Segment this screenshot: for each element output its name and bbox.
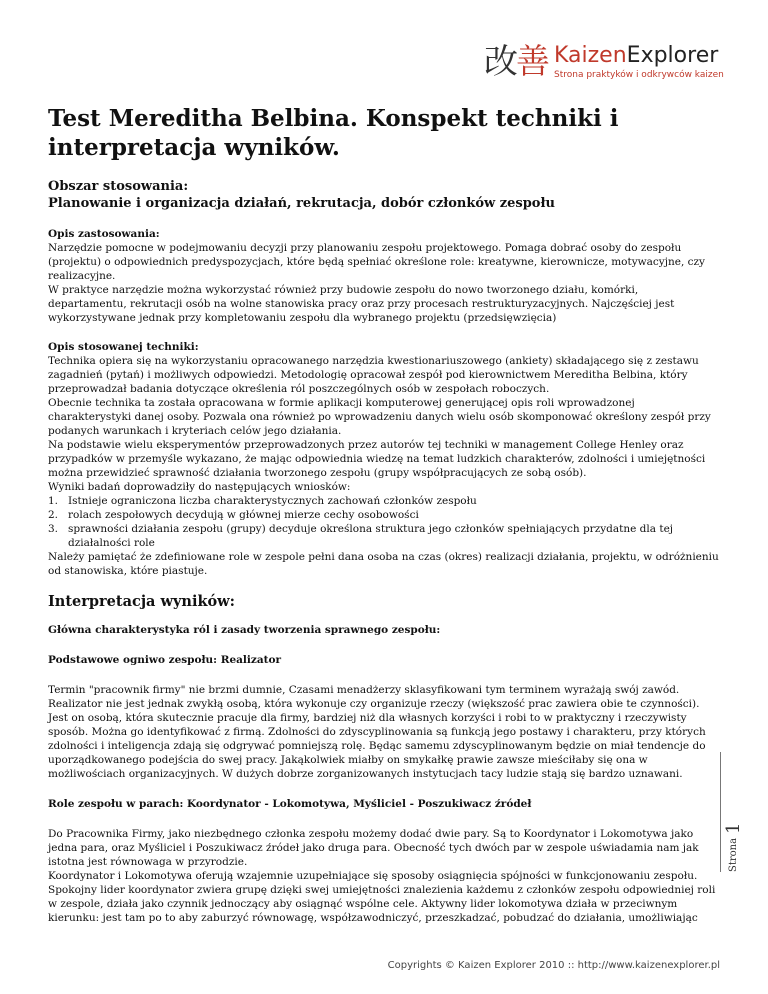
footer-copyright: Copyrights © Kaizen Explorer 2010 :: http://www.kaizenexplorer.pl <box>387 960 720 971</box>
logo-tagline: Strona praktyków i odkrywców kaizen <box>554 70 724 80</box>
interpretation-subheading: Główna charakterystyka ról i zasady tworzenia sprawnego zespołu: <box>48 624 441 636</box>
realizer-paragraph: Termin "pracownik firmy" nie brzmi dumnie, Czasami menadżerzy sklasyfikowani tym terminem wyrażają swój zawód. Realizator nie jest jednak zwykłą osobą, która wykonuje czy organizuje rzeczy (większość prac zawiera obie te czynności). Jest on osobą, która skutecznie pracuje dla firmy, bardziej niż dla własnych korzyści i robi to w praktyczny i rzeczywisty sposób. Można go identyfikować z firmą. Zdolności do zdyscyplinowania są funkcją jego postawy i charakteru, przy których zdolności i inteligencja zdają się odgrywać pomniejszą rolę. Będąc samemu zdyscyplinowanym będzie on miał tendencje do uporządkowanego podejścia do swej pracy. Jakąkolwiek miałby on smykałkę prawie zawsze mieściłaby się ona w możliwościach organizacyjnych. W dużych dobrze zorganizowanych instytucjach tacy ludzie stają się bardzo uznawani. <box>48 684 706 780</box>
logo-kanji-zen: 善 <box>516 42 548 82</box>
list-item-text: rolach zespołowych decydują w głównej mierze cechy osobowości <box>68 509 419 521</box>
page-indicator-rule <box>720 752 721 872</box>
area-value: Planowanie i organizacja działań, rekrutacja, dobór członków zespołu <box>48 196 555 211</box>
technique-closing: Należy pamiętać że zdefiniowane role w zespole pełni dana osoba na czas (okres) realizacji działania, projektu, w odróżnieniu od stanowiska, które piastuje. <box>48 551 719 577</box>
logo-name-kaizen: Kaizen <box>554 43 627 68</box>
document-title: Test Mereditha Belbina. Konspekt techniki i interpretacja wyników. <box>48 105 619 161</box>
technique-paragraph: Technika opiera się na wykorzystaniu opracowanego narzędzia kwestionariuszowego (ankiety) składającego się z zestawu zagadnień (pytań) i możliwych odpowiedzi. Metodologię opracował zespół pod kierownictwem Mereditha Belbina, który przeprowadzał badania dotyczące określenia ról poszczególnych osób w zespołach roboczych. <box>48 355 699 395</box>
usage-paragraph: Narzędzie pomocne w podejmowaniu decyzji przy planowaniu zespołu projektowego. Pomaga dobrać osoby do zespołu (projektu) o odpowiednich predyspozycjach, które będą spełniać określone role: kreatywne, kierownicze, motywacyjne, czy realizacyjne. <box>48 242 705 282</box>
interpretation-heading: Interpretacja wyników: <box>48 593 236 610</box>
technique-paragraph: Na podstawie wielu eksperymentów przeprowadzonych przez autorów tej techniki w management College Henley oraz przypadków w przemyśle wykazano, że mając odpowiednia wiedzę na temat ludzkich charakterów, zdolności i umiejętności można przewidzieć sprawność działania tworzonego zespołu (grupy współpracujących ze sobą osób). <box>48 439 706 479</box>
list-item-number: 2. <box>48 509 59 521</box>
list-item <box>48 494 720 508</box>
list-item-number: 3. <box>48 523 59 535</box>
technique-heading: Opis stosowanej techniki: <box>48 341 199 353</box>
list-item <box>48 508 720 522</box>
list-item <box>48 522 720 550</box>
logo-kanji <box>484 42 548 82</box>
page-number: 1 <box>723 822 744 834</box>
list-item-text: Istnieje ograniczona liczba charakterystycznych zachowań członków zespołu <box>68 495 477 507</box>
logo-kanji-kai: 改 <box>484 42 516 82</box>
realizer-heading: Podstawowe ogniwo zespołu: Realizator <box>48 654 282 666</box>
conclusions-list <box>48 494 720 550</box>
kaizen-explorer-logo <box>484 40 734 88</box>
logo-name <box>554 44 718 68</box>
area-label: Obszar stosowania: <box>48 179 189 194</box>
page-indicator-text <box>724 752 744 872</box>
list-item-number: 1. <box>48 495 59 507</box>
technique-paragraph: Wyniki badań doprowadziły do następujących wniosków: <box>48 481 351 493</box>
pairs-paragraph: Do Pracownika Firmy, jako niezbędnego członka zespołu możemy dodać dwie pary. Są to Koordynator i Lokomotywa jako jedna para, oraz Myśliciel i Poszukiwacz źródeł jako druga para. Obecność tych dwóch par w zespole uświadamia nam jak istotna jest równowaga w przyrodzie. <box>48 828 699 868</box>
usage-paragraph: W praktyce narzędzie można wykorzystać również przy budowie zespołu do nowo tworzonego działu, komórki, departamentu, rekrutacji osób na wolne stanowiska pracy oraz przy procesach restrukturyzacyjnych. Najczęściej jest wykorzystywane jednak przy kompletowaniu zespołu dla wybranego projektu (przedsięwzięcia) <box>48 284 675 324</box>
logo-name-explorer: Explorer <box>626 43 719 68</box>
pairs-heading: Role zespołu w parach: Koordynator - Lokomotywa, Myśliciel - Poszukiwacz źródeł <box>48 798 532 810</box>
usage-heading: Opis zastosowania: <box>48 228 160 240</box>
page-label: Strona <box>728 837 739 872</box>
pairs-paragraph: Koordynator i Lokomotywa oferują wzajemnie uzupełniające się sposoby osiągnięcia spójności w funkcjonowaniu zespołu. Spokojny lider koordynator zwiera grupę dzięki swej umiejętności znalezienia każdemu z członków zespołu odpowiedniej roli w zespole, działa jako czynnik jednoczący aby osiągnąć wspólne cele. Aktywny lider lokomotywa działa w przeciwnym kierunku: jest tam po to aby zaburzyć równowagę, współzawodniczyć, przeszkadzać, pobudzać do działania, umożliwiając <box>48 870 716 924</box>
technique-paragraph: Obecnie technika ta została opracowana w formie aplikacji komputerowej generującej opis roli wprowadzonej charakterystyki danej osoby. Pozwala ona również po wprowadzeniu danych wielu osób skomponować określony zespół przy podanych warunkach i kryteriach celów jego działania. <box>48 397 711 437</box>
list-item-text: sprawności działania zespołu (grupy) decyduje określona struktura jego członków spełniających przydatne dla tej działalności role <box>68 523 674 549</box>
page-indicator <box>720 752 742 872</box>
document-body <box>48 104 720 925</box>
